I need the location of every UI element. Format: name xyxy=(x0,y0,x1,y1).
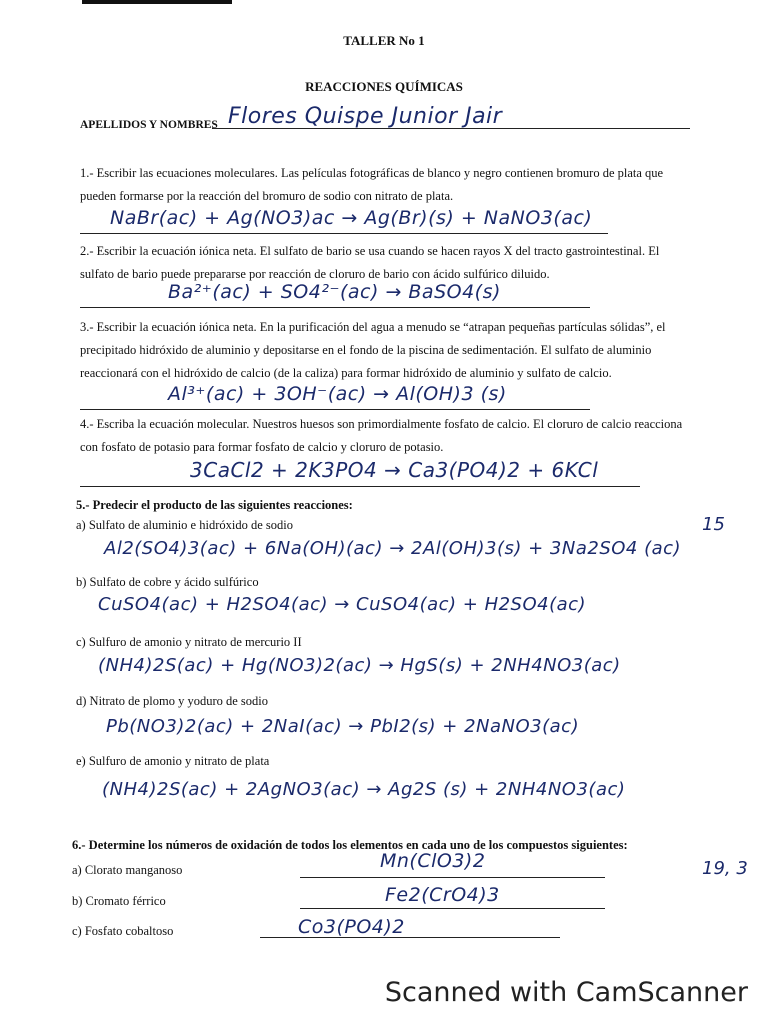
q6-a-answer: Mn(ClO3)2 xyxy=(380,850,486,872)
question-3: 3.- Escribir la ecuación iónica neta. En la purificación del agua a menudo se “atrapan pequeñas partículas sólidas”, el precipitado hidróxido de aluminio y depositarse en el fondo de la piscina de sedimentación. El sulfato de aluminio reaccionará con el hidróxido de calcio (de la caliza) para formar hidróxido de aluminio y sulfato de calcio. xyxy=(80,320,666,380)
answer-line-2 xyxy=(80,307,590,308)
watermark-text: Scanned with CamScanner xyxy=(384,977,748,1008)
q6-c-answer: Co3(PO4)2 xyxy=(298,916,405,938)
question-4: 4.- Escriba la ecuación molecular. Nuestros huesos son primordialmente fosfato de calcio. El cloruro de calcio reacciona con fosfato de potasio para formar fosfato de calcio y cloruro de potasio. xyxy=(80,417,683,454)
q5-e-answer: (NH4)2S(ac) + 2AgNO3(ac) → Ag2S (s) + 2NH4NO3(ac) xyxy=(102,779,626,800)
q6-b-answer: Fe2(CrO4)3 xyxy=(385,884,500,906)
q6-a-label: a) Clorato manganoso xyxy=(72,863,183,877)
answer-line-4 xyxy=(80,486,640,487)
q5-c-answer: (NH4)2S(ac) + Hg(NO3)2(ac) → HgS(s) + 2NH4NO3(ac) xyxy=(98,655,621,676)
page-subtitle: REACCIONES QUÍMICAS xyxy=(305,79,463,94)
question-5-title: 5.- Predecir el producto de las siguientes reacciones: xyxy=(76,498,353,512)
mark-1: 15 xyxy=(702,514,725,535)
q5-b-answer: CuSO4(ac) + H2SO4(ac) → CuSO4(ac) + H2SO4(ac) xyxy=(98,594,587,615)
question-2: 2.- Escribir la ecuación iónica neta. El sulfato de bario se usa cuando se hacen rayos X del tracto gastrointestinal. El sulfato de bario puede prepararse por reacción de cloruro de bario con ácido sulfúrico diluido. xyxy=(80,244,660,281)
q5-b-label: b) Sulfato de cobre y ácido sulfúrico xyxy=(76,575,259,589)
answer-1: NaBr(ac) + Ag(NO3)ac → Ag(Br)(s) + NaNO3(ac) xyxy=(110,207,593,229)
q6-b-line xyxy=(300,908,605,909)
name-value: Flores Quispe Junior Jair xyxy=(228,104,503,129)
answer-line-1 xyxy=(80,233,608,234)
footer xyxy=(0,965,768,1024)
q5-c-label: c) Sulfuro de amonio y nitrato de mercurio II xyxy=(76,635,302,649)
scan-edge xyxy=(82,0,232,4)
q6-a-line xyxy=(300,877,605,878)
q5-d-label: d) Nitrato de plomo y yoduro de sodio xyxy=(76,694,268,708)
q6-c-label: c) Fosfato cobaltoso xyxy=(72,924,174,938)
mark-2: 19, 3 xyxy=(702,858,748,879)
answer-2: Ba²⁺(ac) + SO4²⁻(ac) → BaSO4(s) xyxy=(168,281,501,303)
answer-line-3 xyxy=(80,409,590,410)
q6-b-label: b) Cromato férrico xyxy=(72,894,166,908)
answer-3: Al³⁺(ac) + 3OH⁻(ac) → Al(OH)3 (s) xyxy=(168,383,507,405)
q5-a-label: a) Sulfato de aluminio e hidróxido de sodio xyxy=(76,518,293,532)
question-1: 1.- Escribir las ecuaciones moleculares. Las películas fotográficas de blanco y negro contienen bromuro de plata que pueden formarse por la reacción del bromuro de sodio con nitrato de plata. xyxy=(80,166,664,203)
q5-d-answer: Pb(NO3)2(ac) + 2NaI(ac) → PbI2(s) + 2NaNO3(ac) xyxy=(106,716,580,737)
page-title: TALLER No 1 xyxy=(343,33,425,48)
q5-e-label: e) Sulfuro de amonio y nitrato de plata xyxy=(76,754,270,768)
name-label: APELLIDOS Y NOMBRES xyxy=(80,119,218,131)
question-6-title: 6.- Determine los números de oxidación de todos los elementos en cada uno de los compuestos siguientes: xyxy=(72,838,628,852)
answer-4: 3CaCl2 + 2K3PO4 → Ca3(PO4)2 + 6KCl xyxy=(190,458,599,482)
q5-a-answer: Al2(SO4)3(ac) + 6Na(OH)(ac) → 2Al(OH)3(s) + 3Na2SO4 (ac) xyxy=(104,538,682,559)
